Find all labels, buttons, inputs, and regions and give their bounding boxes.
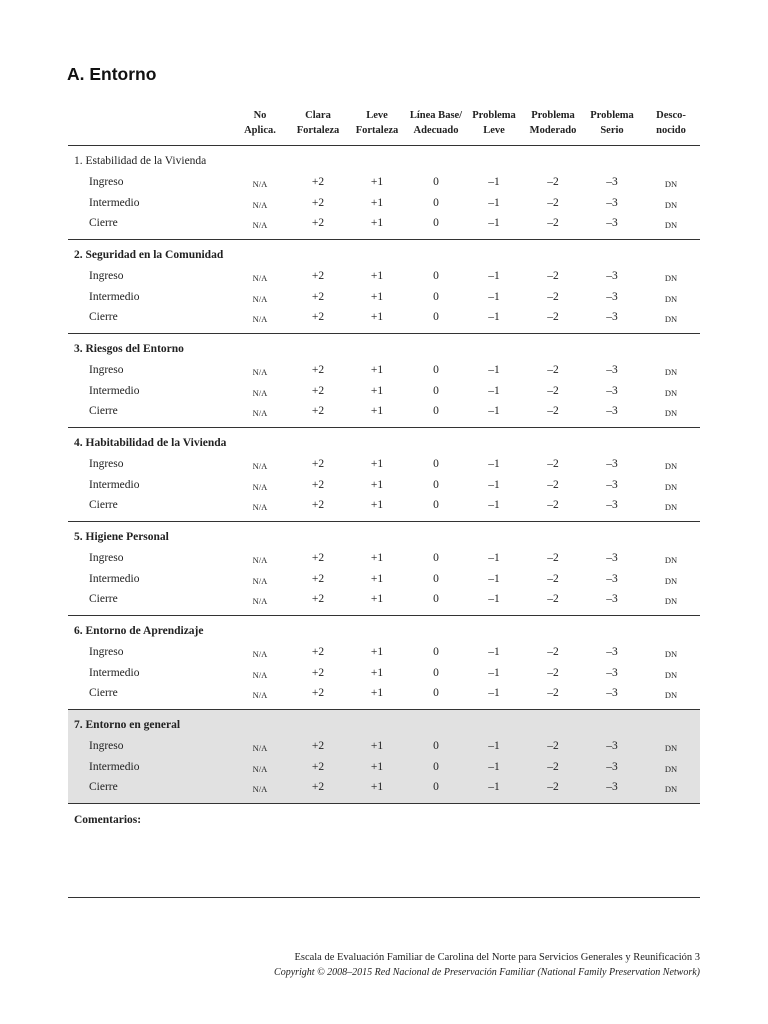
item-section-7 (68, 710, 700, 803)
rating-option[interactable]: +1 (370, 196, 384, 209)
rating-option[interactable]: +1 (370, 458, 384, 470)
row-label-cierre: Cierre (89, 781, 118, 793)
rating-option[interactable]: DN (664, 367, 678, 377)
rating-option[interactable]: 0 (433, 176, 439, 188)
rating-option[interactable]: –1 (488, 458, 500, 470)
rating-option[interactable]: +2 (311, 478, 325, 491)
rating-option[interactable]: +1 (370, 593, 384, 605)
row-label-intermedio: Intermedio (89, 666, 140, 679)
section-title: 7. Entorno en general (74, 719, 181, 731)
rating-option[interactable]: +2 (311, 384, 325, 397)
column-header-line2: Moderado (529, 124, 577, 136)
row-label-ingreso: Ingreso (89, 740, 124, 752)
row-label-ingreso: Ingreso (89, 646, 124, 658)
rating-option[interactable]: +2 (311, 760, 325, 773)
item-section-5 (68, 522, 700, 615)
rating-option[interactable]: DN (664, 461, 678, 471)
rating-option[interactable]: N/A (252, 690, 268, 700)
row-label-ingreso: Ingreso (89, 270, 124, 282)
column-header-line2: Serio (600, 124, 624, 136)
rating-option[interactable]: 0 (433, 646, 439, 658)
item-section-2 (68, 240, 700, 333)
rating-option[interactable]: DN (664, 502, 678, 512)
rating-option[interactable]: 0 (433, 760, 439, 773)
section-title: 2. Seguridad en la Comunidad (74, 249, 224, 261)
rating-option[interactable]: –1 (488, 176, 500, 188)
rating-option[interactable]: +2 (311, 217, 325, 229)
rating-option[interactable]: –1 (488, 478, 500, 491)
rating-option[interactable]: –2 (547, 781, 559, 793)
rating-option[interactable]: DN (664, 273, 678, 283)
column-header-line1: Problema (590, 110, 634, 121)
rating-option[interactable]: DN (664, 481, 678, 492)
rating-option[interactable]: –3 (606, 499, 618, 511)
rating-option[interactable]: –2 (547, 666, 559, 679)
rating-option[interactable]: N/A (252, 649, 268, 659)
comments-line (68, 897, 700, 898)
rating-option[interactable]: –3 (606, 196, 618, 209)
row-label-intermedio: Intermedio (89, 760, 140, 773)
section-title: 1. Estabilidad de la Vivienda (74, 155, 207, 167)
rating-option[interactable]: –3 (606, 290, 618, 303)
rating-option[interactable]: –3 (606, 687, 618, 699)
rating-option[interactable]: –1 (488, 572, 500, 585)
footer-copyright: Copyright © 2008–2015 Red Nacional de Preservación Familiar (National Family Preservation Network) (274, 967, 700, 978)
rating-option[interactable]: DN (664, 763, 678, 774)
column-header-line1: Línea Base/ (409, 110, 463, 121)
rating-option[interactable]: N/A (252, 367, 268, 377)
rating-option[interactable]: +1 (370, 405, 384, 417)
rating-option[interactable]: –1 (488, 760, 500, 773)
rating-option[interactable]: –1 (488, 687, 500, 699)
rating-option[interactable]: +2 (311, 270, 325, 282)
rating-option[interactable]: –2 (547, 384, 559, 397)
rating-option[interactable]: +2 (311, 593, 325, 605)
rating-option[interactable]: DN (664, 649, 678, 659)
rating-option[interactable]: DN (664, 293, 678, 304)
rating-option[interactable]: –2 (547, 572, 559, 585)
rating-option[interactable]: +2 (311, 196, 325, 209)
column-header-line1: Clara (305, 110, 331, 121)
rating-option[interactable]: +1 (370, 499, 384, 511)
footer-title: Escala de Evaluación Familiar de Carolina del Norte para Servicios Generales y Reunificación 3 (294, 952, 700, 963)
rating-option[interactable]: –2 (547, 290, 559, 303)
rating-option[interactable]: –3 (606, 176, 618, 188)
item-section-1 (68, 146, 700, 239)
rating-option[interactable]: N/A (252, 575, 268, 586)
column-header-1 (227, 109, 293, 138)
section-title: 5. Higiene Personal (74, 531, 169, 543)
column-header-line1: Problema (472, 110, 516, 121)
row-label-intermedio: Intermedio (89, 478, 140, 491)
rating-option[interactable]: DN (664, 743, 678, 753)
column-header-3 (344, 109, 410, 138)
rating-option[interactable]: 0 (433, 687, 439, 699)
rating-option[interactable]: –3 (606, 572, 618, 585)
rating-option[interactable]: +1 (370, 760, 384, 773)
rating-option[interactable]: N/A (252, 199, 268, 210)
rating-option[interactable]: 0 (433, 781, 439, 793)
section-title: 6. Entorno de Aprendizaje (74, 625, 204, 637)
rating-option[interactable]: +2 (311, 666, 325, 679)
item-section-6 (68, 616, 700, 709)
rating-option[interactable]: –1 (488, 646, 500, 658)
rating-option[interactable]: N/A (252, 179, 268, 189)
rating-option[interactable]: –1 (488, 740, 500, 752)
column-header-4 (403, 109, 469, 138)
rating-option[interactable]: –2 (547, 311, 559, 323)
rating-option[interactable]: –3 (606, 781, 618, 793)
rating-option[interactable]: +2 (311, 646, 325, 658)
rating-option[interactable]: +2 (311, 781, 325, 793)
rating-option[interactable]: –3 (606, 646, 618, 658)
rating-option[interactable]: 0 (433, 458, 439, 470)
rating-option[interactable]: +1 (370, 270, 384, 282)
column-header-line1: Problema (531, 110, 575, 121)
rating-option[interactable]: DN (664, 314, 678, 324)
rating-option[interactable]: –2 (547, 270, 559, 282)
rating-option[interactable]: –1 (488, 666, 500, 679)
page-title: A. Entorno (67, 64, 157, 84)
column-header-row (0, 109, 768, 141)
rating-option[interactable]: N/A (252, 387, 268, 398)
rating-option[interactable]: –3 (606, 478, 618, 491)
rating-option[interactable]: –2 (547, 687, 559, 699)
rating-option[interactable]: 0 (433, 270, 439, 282)
rating-option[interactable]: –3 (606, 593, 618, 605)
column-header-line2: Leve (483, 124, 505, 136)
rating-option[interactable]: –1 (488, 499, 500, 511)
rating-option[interactable]: –2 (547, 405, 559, 417)
item-section-3 (68, 334, 700, 427)
rating-option[interactable]: –1 (488, 552, 500, 564)
rating-option[interactable]: 0 (433, 384, 439, 397)
rating-option[interactable]: –2 (547, 458, 559, 470)
rating-option[interactable]: +1 (370, 572, 384, 585)
rating-option[interactable]: DN (664, 179, 678, 189)
rating-option[interactable]: –2 (547, 364, 559, 376)
column-header-line1: No (253, 110, 267, 121)
rating-option[interactable]: DN (664, 784, 678, 794)
row-label-ingreso: Ingreso (89, 552, 124, 564)
row-label-intermedio: Intermedio (89, 572, 140, 585)
rating-option[interactable]: +1 (370, 384, 384, 397)
rating-option[interactable]: –3 (606, 311, 618, 323)
rating-option[interactable]: –3 (606, 760, 618, 773)
rating-option[interactable]: –1 (488, 290, 500, 303)
row-label-cierre: Cierre (89, 311, 118, 323)
rating-option[interactable]: –1 (488, 593, 500, 605)
rating-option[interactable]: 0 (433, 405, 439, 417)
row-label-intermedio: Intermedio (89, 384, 140, 397)
rating-option[interactable]: –2 (547, 593, 559, 605)
rating-option[interactable]: –3 (606, 405, 618, 417)
rating-option[interactable]: +1 (370, 290, 384, 303)
column-header-8 (638, 109, 704, 138)
row-label-cierre: Cierre (89, 499, 118, 511)
rating-option[interactable]: –3 (606, 384, 618, 397)
rating-option[interactable]: –3 (606, 552, 618, 564)
row-label-intermedio: Intermedio (89, 290, 140, 303)
rating-option[interactable]: –1 (488, 311, 500, 323)
rating-option[interactable]: +2 (311, 176, 325, 188)
rating-option[interactable]: DN (664, 596, 678, 606)
rating-option[interactable]: –1 (488, 384, 500, 397)
rating-option[interactable]: –1 (488, 196, 500, 209)
column-header-line2: nocido (656, 124, 686, 136)
rating-option[interactable]: N/A (252, 669, 268, 680)
item-section-4 (68, 428, 700, 521)
row-label-cierre: Cierre (89, 593, 118, 605)
rating-option[interactable]: +1 (370, 217, 384, 229)
rating-option[interactable]: N/A (252, 481, 268, 492)
rating-option[interactable]: –1 (488, 781, 500, 793)
rating-option[interactable]: 0 (433, 666, 439, 679)
column-header-line1: Desco- (656, 110, 686, 121)
column-header-line2: Fortaleza (355, 124, 399, 136)
rating-option[interactable]: –1 (488, 405, 500, 417)
rating-option[interactable]: +2 (311, 740, 325, 752)
row-label-intermedio: Intermedio (89, 196, 140, 209)
rating-option[interactable]: +1 (370, 740, 384, 752)
rating-option[interactable]: –1 (488, 364, 500, 376)
rating-option[interactable]: +2 (311, 290, 325, 303)
rating-option[interactable]: +2 (311, 405, 325, 417)
rating-option[interactable]: N/A (252, 408, 268, 418)
row-label-cierre: Cierre (89, 687, 118, 699)
rating-option[interactable]: N/A (252, 743, 268, 753)
rating-option[interactable]: –2 (547, 646, 559, 658)
rating-option[interactable]: DN (664, 690, 678, 700)
rating-option[interactable]: DN (664, 669, 678, 680)
rating-option[interactable]: 0 (433, 196, 439, 209)
rating-option[interactable]: –3 (606, 666, 618, 679)
section-title: 4. Habitabilidad de la Vivienda (74, 437, 227, 449)
rating-option[interactable]: +1 (370, 311, 384, 323)
column-header-2 (285, 109, 351, 138)
rating-option[interactable]: +2 (311, 552, 325, 564)
rating-option[interactable]: +2 (311, 572, 325, 585)
comments-label: Comentarios: (74, 814, 142, 826)
rating-option[interactable]: N/A (252, 784, 268, 794)
rating-option[interactable]: 0 (433, 290, 439, 303)
rating-option[interactable]: –3 (606, 217, 618, 229)
rating-option[interactable]: +2 (311, 364, 325, 376)
rating-option[interactable]: 0 (433, 572, 439, 585)
rating-option[interactable]: 0 (433, 499, 439, 511)
rating-option[interactable]: +1 (370, 478, 384, 491)
rating-option[interactable]: N/A (252, 273, 268, 283)
section-divider (68, 803, 700, 804)
rating-option[interactable]: +2 (311, 311, 325, 323)
rating-option[interactable]: 0 (433, 740, 439, 752)
rating-option[interactable]: –3 (606, 270, 618, 282)
rating-option[interactable]: –2 (547, 478, 559, 491)
rating-option[interactable]: –2 (547, 196, 559, 209)
row-label-ingreso: Ingreso (89, 364, 124, 376)
rating-option[interactable]: 0 (433, 552, 439, 564)
rating-option[interactable]: DN (664, 555, 678, 565)
rating-option[interactable]: DN (664, 199, 678, 210)
row-label-cierre: Cierre (89, 405, 118, 417)
rating-option[interactable]: 0 (433, 364, 439, 376)
rating-option[interactable]: 0 (433, 478, 439, 491)
rating-option[interactable]: +1 (370, 646, 384, 658)
column-header-5 (461, 109, 527, 138)
rating-option[interactable]: N/A (252, 596, 268, 606)
rating-option[interactable]: –2 (547, 760, 559, 773)
row-label-ingreso: Ingreso (89, 176, 124, 188)
column-header-line1: Leve (366, 110, 388, 121)
rating-option[interactable]: +1 (370, 176, 384, 188)
rating-option[interactable]: N/A (252, 314, 268, 324)
rating-option[interactable]: –2 (547, 499, 559, 511)
rating-option[interactable]: –1 (488, 270, 500, 282)
rating-option[interactable]: +1 (370, 552, 384, 564)
rating-option[interactable]: +1 (370, 687, 384, 699)
rating-option[interactable]: N/A (252, 461, 268, 471)
rating-option[interactable]: 0 (433, 593, 439, 605)
rating-option[interactable]: N/A (252, 763, 268, 774)
rating-option[interactable]: N/A (252, 293, 268, 304)
rating-option[interactable]: DN (664, 220, 678, 230)
rating-option[interactable]: N/A (252, 555, 268, 565)
rating-option[interactable]: 0 (433, 311, 439, 323)
column-header-6 (520, 109, 586, 138)
column-header-7 (579, 109, 645, 138)
rating-option[interactable]: DN (664, 408, 678, 418)
column-header-line2: Aplica. (244, 124, 276, 136)
rating-option[interactable]: N/A (252, 502, 268, 512)
rating-option[interactable]: –2 (547, 740, 559, 752)
column-header-line2: Fortaleza (296, 124, 340, 136)
rating-option[interactable]: +1 (370, 781, 384, 793)
rating-option[interactable]: DN (664, 575, 678, 586)
rating-option[interactable]: +1 (370, 364, 384, 376)
rating-option[interactable]: DN (664, 387, 678, 398)
rating-option[interactable]: –2 (547, 552, 559, 564)
rating-option[interactable]: N/A (252, 220, 268, 230)
rating-option[interactable]: –1 (488, 217, 500, 229)
rating-option[interactable]: –3 (606, 364, 618, 376)
column-header-line2: Adecuado (413, 124, 459, 136)
rating-option[interactable]: +1 (370, 666, 384, 679)
rating-option[interactable]: –2 (547, 217, 559, 229)
section-title: 3. Riesgos del Entorno (74, 343, 184, 355)
rating-option[interactable]: +2 (311, 458, 325, 470)
rating-option[interactable]: 0 (433, 217, 439, 229)
rating-option[interactable]: –2 (547, 176, 559, 188)
rating-option[interactable]: –3 (606, 458, 618, 470)
row-label-ingreso: Ingreso (89, 458, 124, 470)
rating-option[interactable]: +2 (311, 687, 325, 699)
row-label-cierre: Cierre (89, 217, 118, 229)
rating-option[interactable]: –3 (606, 740, 618, 752)
rating-option[interactable]: +2 (311, 499, 325, 511)
